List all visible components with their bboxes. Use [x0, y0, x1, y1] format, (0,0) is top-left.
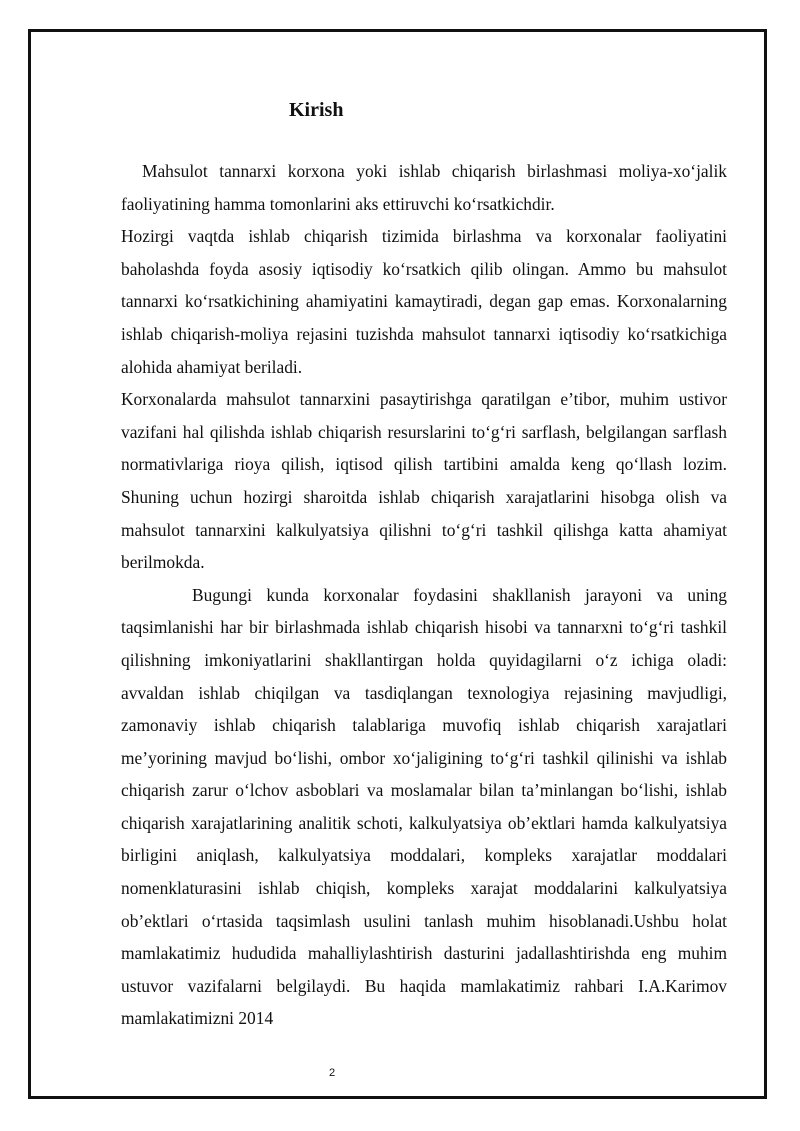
paragraph-3: Korxonalarda mahsulot tannarxini pasaytirishga qaratilgan e’tibor, muhim ustivor vazifani hal qilishda ishlab chiqarish resurslarini toʻgʻri sarflash, belgilangan sarflash normativlariga rioya qilish, iqtisod qilish tartibini amalda keng qoʻllash lozim. Shuning uchun hozirgi sharoitda ishlab chiqarish xarajatlarini hisobga olish va mahsulot tannarxini kalkulyatsiya qilishni toʻgʻri tashkil qilishga katta ahamiyat berilmokda.: [121, 389, 727, 573]
paragraph-2: Hozirgi vaqtda ishlab chiqarish tizimida birlashma va korxonalar faoliyatini baholashda foyda asosiy iqtisodiy koʻrsatkich qilib olingan. Ammo bu mahsulot tannarxi koʻrsatkichining ahamiyatini kamaytiradi, degan gap emas. Korxonalarning ishlab chiqarish-moliya rejasini tuzishda mahsulot tannarxi iqtisodiy koʻrsatkichiga alohida ahamiyat beriladi.: [121, 226, 727, 377]
page-number: 2: [328, 1067, 336, 1079]
paragraph-1: Mahsulot tannarxi korxona yoki ishlab chiqarish birlashmasi moliya-xoʻjalik faoliyatining hamma tomonlarini aks ettiruvchi koʻrsatkichdir.: [121, 161, 727, 214]
page-title: Kirish: [289, 99, 344, 121]
paragraph-4: Bugungi kunda korxonalar foydasini shakllanish jarayoni va uning taqsimlanishi har bir birlashmada ishlab chiqarish hisobi va tannarxni toʻgʻri tashkil qilishning imkoniyatlarini shakllantirgan holda quyidagilarni oʻz ichiga oladi: avvaldan ishlab chiqilgan va tasdiqlangan texnologiya rejasining mavjudligi, zamonaviy ishlab chiqarish talablariga muvofiq ishlab chiqarish xarajatlari me’yorining mavjud boʻlishi, ombor xoʻjaligining toʻgʻri tashkil qilinishi va ishlab chiqarish zarur oʻlchov asboblari va moslamalar bilan ta’minlangan boʻlishi, ishlab chiqarish xarajatlarining analitik schoti, kalkulyatsiya ob’ektlari hamda kalkulyatsiya birligini aniqlash, kalkulyatsiya moddalari, kompleks xarajatlar moddalari nomenklaturasini ishlab chiqish, kompleks xarajat moddalarini kalkulyatsiya ob’ektlari oʻrtasida taqsimlash usulini tanlash muhim hisoblanadi.Ushbu holat mamlakatimiz hududida mahalliylashtirish dasturini jadallashtirishda eng muhim ustuvor vazifalarni belgilaydi. Bu haqida mamlakatimiz rahbari I.A.Karimov mamlakatimizni 2014: [121, 584, 727, 1029]
document-body: [121, 155, 727, 1035]
